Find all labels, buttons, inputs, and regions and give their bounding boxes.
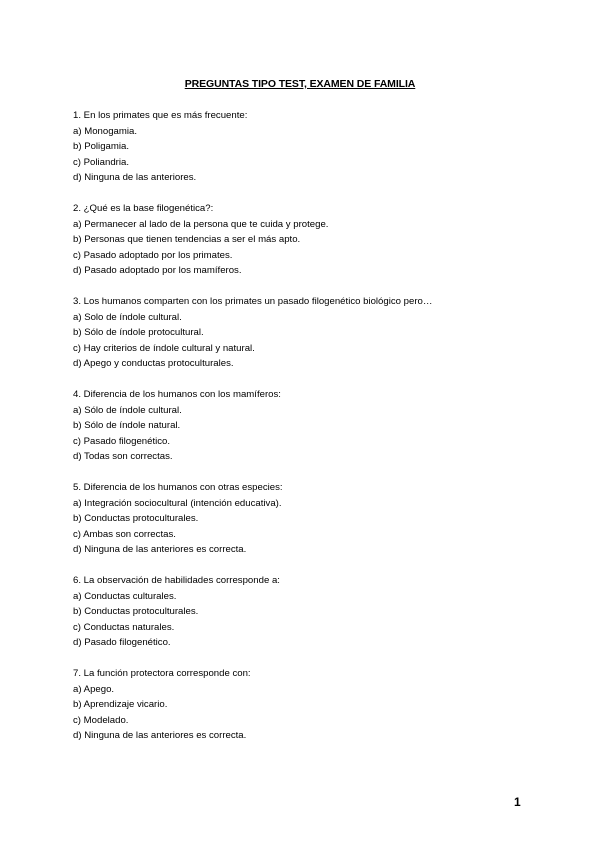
question-3 [73, 294, 543, 372]
answer-option-d: d) Ninguna de las anteriores es correcta. [73, 544, 247, 555]
question-7 [73, 666, 543, 744]
question-prompt: 3. Los humanos comparten con los primates un pasado filogenético biológico pero… [73, 296, 433, 307]
answer-option-c: c) Pasado adoptado por los primates. [73, 249, 233, 261]
answer-option-a: a) Integración sociocultural (intención educativa). [73, 497, 282, 509]
answer-option-c: c) Poliandria. [73, 156, 129, 168]
answer-option-b: b) Conductas protoculturales. [73, 513, 199, 524]
answer-option-a: a) Monogamia. [73, 125, 137, 137]
answer-option-d: d) Pasado filogenético. [73, 637, 171, 648]
question-4 [73, 387, 543, 465]
question-list [73, 108, 543, 759]
answer-option-d: d) Ninguna de las anteriores es correcta. [73, 730, 247, 741]
answer-option-d: d) Ninguna de las anteriores. [73, 172, 197, 183]
answer-option-b: b) Poligamia. [73, 141, 129, 152]
question-prompt: 2. ¿Qué es la base filogenética?: [73, 203, 214, 214]
answer-option-c: c) Pasado filogenético. [73, 435, 171, 447]
answer-option-b: b) Aprendizaje vicario. [73, 699, 168, 710]
answer-option-d: d) Apego y conductas protoculturales. [73, 358, 234, 369]
question-1 [73, 108, 543, 186]
page-title: PREGUNTAS TIPO TEST, EXAMEN DE FAMILIA [184, 78, 416, 90]
answer-option-c: c) Ambas son correctas. [73, 528, 176, 540]
answer-option-a: a) Permanecer al lado de la persona que te cuida y protege. [73, 218, 329, 230]
answer-option-b: b) Sólo de índole protocultural. [73, 327, 204, 338]
question-prompt: 7. La función protectora corresponde con: [73, 668, 251, 679]
question-prompt: 6. La observación de habilidades corresponde a: [73, 575, 280, 586]
answer-option-c: c) Modelado. [73, 714, 129, 726]
answer-option-b: b) Sólo de índole natural. [73, 420, 181, 431]
answer-option-c: c) Hay criterios de índole cultural y natural. [73, 342, 255, 354]
question-5 [73, 480, 543, 558]
page-number: 1 [514, 795, 521, 809]
answer-option-a: a) Conductas culturales. [73, 590, 177, 602]
answer-option-b: b) Personas que tienen tendencias a ser el más apto. [73, 234, 301, 245]
question-prompt: 4. Diferencia de los humanos con los mamíferos: [73, 389, 281, 400]
answer-option-d: d) Todas son correctas. [73, 451, 173, 462]
question-6 [73, 573, 543, 651]
answer-option-a: a) Solo de índole cultural. [73, 311, 182, 323]
question-prompt: 5. Diferencia de los humanos con otras especies: [73, 482, 283, 493]
answer-option-a: a) Apego. [73, 683, 115, 695]
answer-option-c: c) Conductas naturales. [73, 621, 175, 633]
answer-option-d: d) Pasado adoptado por los mamíferos. [73, 265, 242, 276]
question-prompt: 1. En los primates que es más frecuente: [73, 110, 248, 121]
answer-option-b: b) Conductas protoculturales. [73, 606, 199, 617]
answer-option-a: a) Sólo de índole cultural. [73, 404, 182, 416]
question-2 [73, 201, 543, 279]
